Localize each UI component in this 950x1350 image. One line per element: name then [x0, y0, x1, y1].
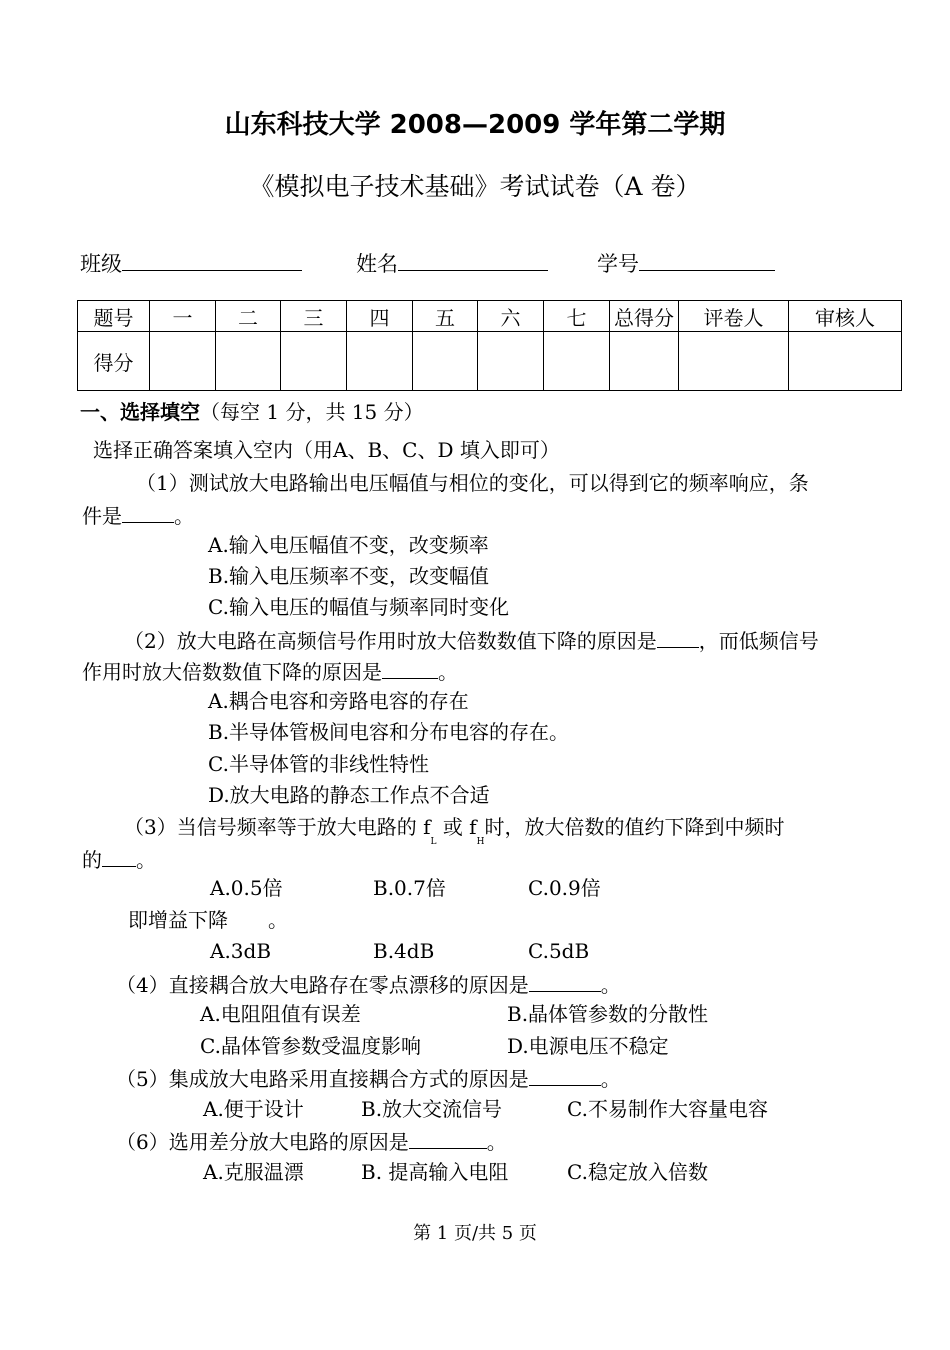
- q4-stem: [116, 973, 621, 995]
- score-header-cell: 二: [216, 301, 281, 332]
- q3-text: （3）当信号频率等于放大电路的 f: [124, 815, 431, 839]
- q2-stem-line1: [124, 629, 819, 651]
- score-cell: [789, 332, 902, 391]
- score-header-cell: 六: [478, 301, 544, 332]
- exam-title: 山东科技大学 2008—2009 学年第二学期: [224, 110, 726, 140]
- q1-option-c: C.输入电压的幅值与频率同时变化: [208, 595, 509, 619]
- q3-option-b: B.0.7倍: [373, 876, 446, 900]
- q4-answer-blank: [529, 973, 601, 992]
- q3-subscript-l: L: [430, 837, 437, 847]
- q3-text-d: 的: [82, 848, 102, 872]
- q6-option-a: A.克服温漂: [203, 1160, 304, 1184]
- score-cell: [413, 332, 478, 391]
- score-cell: [281, 332, 347, 391]
- q6-stem: [116, 1130, 507, 1152]
- q2-end: 。: [438, 660, 458, 684]
- score-header-cell: 审核人: [789, 301, 902, 332]
- q1-stem-line1: （1）测试放大电路输出电压幅值与相位的变化，可以得到它的频率响应，条: [136, 471, 809, 495]
- q1-option-b: B.输入电压频率不变，改变幅值: [208, 564, 490, 588]
- q2-text: （2）放大电路在高频信号作用时放大倍数数值下降的原因是: [124, 629, 657, 653]
- q5-answer-blank: [529, 1067, 601, 1086]
- q5-option-c: C.不易制作大容量电容: [567, 1097, 768, 1121]
- id-field: [597, 250, 775, 275]
- score-header-cell: 评卷人: [679, 301, 789, 332]
- q2-answer-blank-1: [657, 629, 699, 648]
- q3-gain-option-b: B.4dB: [373, 939, 435, 963]
- q6-option-c: C.稳定放入倍数: [567, 1160, 708, 1184]
- name-field: [356, 250, 548, 275]
- q3-stem-line1: [124, 815, 785, 847]
- q6-text: （6）选用差分放大电路的原因是: [116, 1130, 409, 1154]
- q3-stem-line2: [82, 848, 156, 870]
- q2-option-d: D.放大电路的静态工作点不合适: [208, 783, 490, 807]
- score-cell: [679, 332, 789, 391]
- score-row-label: 得分: [78, 332, 150, 391]
- q4-option-d: D.电源电压不稳定: [507, 1034, 669, 1058]
- q3-gain-line: 即增益下降 。: [128, 908, 288, 932]
- q2-text-b: ，而低频信号: [698, 629, 819, 653]
- q4-option-b: B.晶体管参数的分散性: [507, 1002, 709, 1026]
- q1-text: 件是: [82, 504, 122, 528]
- q5-end: 。: [600, 1067, 621, 1091]
- q3-answer-blank: [102, 848, 136, 867]
- q2-option-a: A.耦合电容和旁路电容的存在: [208, 689, 469, 713]
- section-title: 一、选择填空: [80, 400, 200, 424]
- class-field: [80, 250, 302, 275]
- score-cell: [544, 332, 610, 391]
- score-cell: [347, 332, 413, 391]
- score-value-row: [78, 332, 902, 391]
- q5-option-b: B.放大交流信号: [361, 1097, 503, 1121]
- q4-option-c: C.晶体管参数受温度影响: [200, 1034, 421, 1058]
- score-header-cell: 一: [150, 301, 216, 332]
- q6-end: 。: [486, 1130, 507, 1154]
- q1-option-a: A.输入电压幅值不变，改变频率: [208, 533, 489, 557]
- score-header-cell: 三: [281, 301, 347, 332]
- q5-option-a: A.便于设计: [203, 1097, 304, 1121]
- q3-subscript-h: H: [476, 837, 485, 847]
- q4-end: 。: [600, 973, 621, 997]
- q2-stem-line2: [82, 660, 458, 682]
- q1-stem-line2: [82, 504, 194, 526]
- class-label: 班级: [80, 252, 122, 276]
- q5-text: （5）集成放大电路采用直接耦合方式的原因是: [116, 1067, 529, 1091]
- q2-text-c: 作用时放大倍数数值下降的原因是: [82, 660, 382, 684]
- q2-option-c: C.半导体管的非线性特性: [208, 752, 429, 776]
- score-header-cell: 总得分: [610, 301, 679, 332]
- score-cell: [478, 332, 544, 391]
- q4-text: （4）直接耦合放大电路存在零点漂移的原因是: [116, 973, 529, 997]
- q3-option-a: A.0.5倍: [210, 876, 283, 900]
- score-header-row: [78, 301, 902, 332]
- q3-text-c: 时，放大倍数的值约下降到中频时: [484, 815, 785, 839]
- section-note: （每空 1 分，共 15 分）: [200, 400, 424, 424]
- score-cell: [610, 332, 679, 391]
- q3-gain-option-a: A.3dB: [210, 939, 272, 963]
- q5-stem: [116, 1067, 621, 1089]
- score-header-cell: 四: [347, 301, 413, 332]
- name-label: 姓名: [356, 252, 398, 276]
- q3-end: 。: [136, 848, 156, 872]
- q3-option-c: C.0.9倍: [528, 876, 601, 900]
- score-header-cell: 七: [544, 301, 610, 332]
- score-header-cell: 五: [413, 301, 478, 332]
- class-blank: [122, 250, 302, 271]
- q2-option-b: B.半导体管极间电容和分布电容的存在。: [208, 720, 570, 744]
- section-heading: [80, 402, 424, 422]
- q3-text-b: 或 f: [436, 815, 477, 839]
- score-cell: [150, 332, 216, 391]
- id-blank: [639, 250, 775, 271]
- q1-answer-blank: [122, 504, 174, 523]
- q3-gain-option-c: C.5dB: [528, 939, 590, 963]
- q6-answer-blank: [409, 1130, 487, 1149]
- score-cell: [216, 332, 281, 391]
- name-blank: [398, 250, 548, 271]
- exam-subtitle: 《模拟电子技术基础》考试试卷（A 卷）: [249, 172, 701, 201]
- q6-option-b: B. 提高输入电阻: [361, 1160, 509, 1184]
- q1-end: 。: [174, 504, 194, 528]
- page-number: 第 1 页/共 5 页: [413, 1223, 537, 1244]
- score-table: [77, 300, 902, 391]
- score-header-cell: 题号: [78, 301, 150, 332]
- section-intro: 选择正确答案填入空内（用A、B、C、D 填入即可）: [93, 438, 560, 462]
- id-label: 学号: [597, 252, 639, 276]
- q4-option-a: A.电阻阻值有误差: [200, 1002, 361, 1026]
- q2-answer-blank-2: [382, 660, 438, 679]
